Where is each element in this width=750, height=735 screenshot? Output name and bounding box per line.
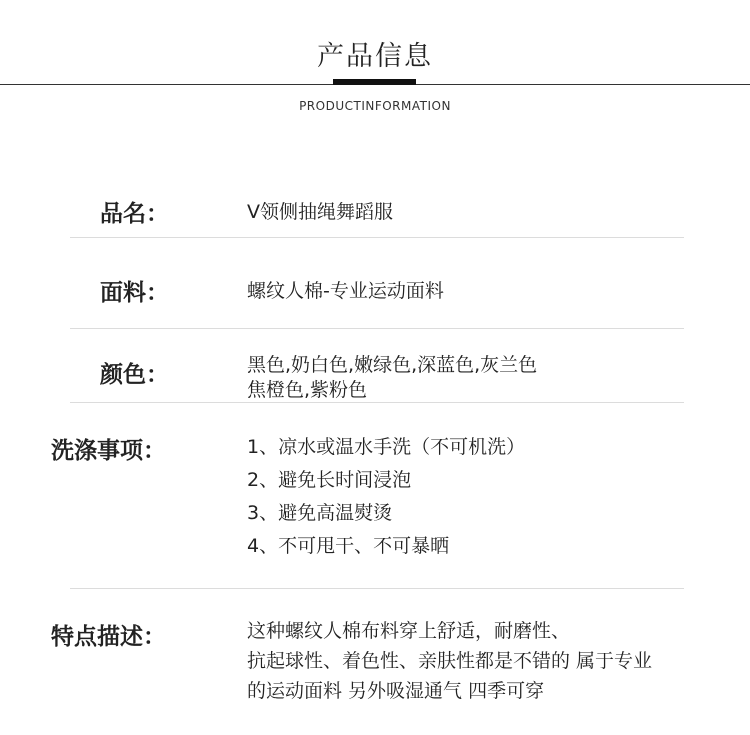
row-divider [70,402,684,403]
label-color: 颜色： [100,362,169,388]
color-line: 焦橙色,紫粉色 [247,379,368,401]
color-line: 黑色,奶白色,嫩绿色,深蓝色,灰兰色 [247,354,538,376]
washing-line: 3、避免高温熨烫 [247,502,393,524]
washing-line: 1、凉水或温水手洗（不可机洗） [247,436,526,458]
title-accent-bar [333,79,416,85]
value-product-name: V领侧抽绳舞蹈服 [247,201,393,223]
value-features [247,616,652,706]
washing-line: 2、避免长时间浸泡 [247,469,412,491]
row-divider [70,588,684,589]
label-features: 特点描述： [51,624,166,650]
row-divider [70,328,684,329]
value-washing [247,431,525,563]
washing-line: 4、不可甩干、不可暴晒 [247,535,450,557]
page-subtitle: PRODUCTINFORMATION [299,99,451,113]
features-line: 抗起球性、着色性、亲肤性都是不错的 属于专业 [247,650,653,672]
features-line: 这种螺纹人棉布料穿上舒适，耐磨性、 [247,620,571,642]
page-title: 产品信息 [317,41,433,72]
label-product-name: 品名： [100,201,169,227]
value-fabric: 螺纹人棉-专业运动面料 [247,280,444,302]
value-color [247,353,537,403]
label-washing: 洗涤事项： [51,438,166,464]
row-divider [70,237,684,238]
features-line: 的运动面料 另外吸湿通气 四季可穿 [247,680,545,702]
label-fabric: 面料： [100,280,169,306]
